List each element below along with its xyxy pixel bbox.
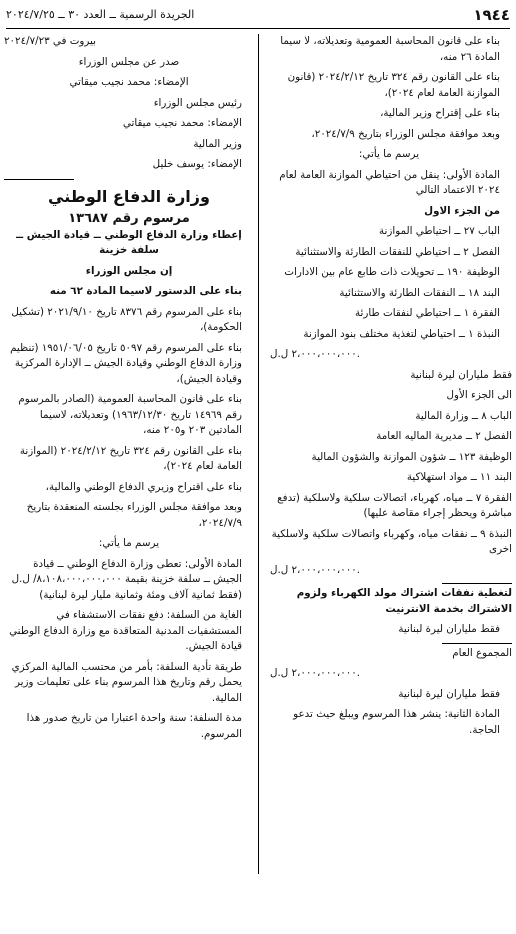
paragraph: بناء على القانون رقم ٣٢٤ تاريخ ٢٠٢٤/٢/١٢ (الموازنة العامة لعام ٢٠٢٤)، bbox=[19, 444, 242, 472]
paragraph: بناء على الدستور لاسيما المادة ٦٢ منه bbox=[49, 285, 242, 297]
left-column bbox=[4, 34, 254, 747]
budget-line: البند ١٨ ــ النفقات الطارئة والاستثنائية bbox=[339, 286, 500, 299]
signature-line: صدر عن مجلس الوزراء bbox=[78, 55, 180, 68]
budget-line: الفصل ٢ ــ احتياطي للنفقات الطارئة والاستثنائية bbox=[295, 245, 500, 258]
amount: ٢،٠٠٠،٠٠٠،٠٠٠ ل.ل. bbox=[270, 348, 361, 360]
paragraph: وبعد موافقة مجلس الوزراء بجلسته المنعقدة بتاريخ ٢٠٢٤/٧/٩، bbox=[26, 501, 242, 529]
page-header bbox=[6, 6, 510, 29]
budget-line: النبذة ١ ــ احتياطي لتغذية مختلف بنود الموازنة bbox=[303, 327, 500, 340]
article-one: المادة الأولى: ينقل من احتياطي الموازنة العامة لعام ٢٠٢٤ الاعتماد التالي bbox=[279, 168, 500, 196]
divider-line bbox=[4, 179, 74, 180]
budget-line: البند ١١ ــ مواد استهلاكية bbox=[406, 471, 512, 483]
advance-duration: مدة السلفة: سنة واحدة اعتبارا من تاريخ صدور هذا المرسوم. bbox=[26, 712, 242, 740]
signature-line: الإمضاء: محمد نجيب ميقاتي bbox=[122, 117, 242, 129]
advance-purpose: الغاية من السلفة: دفع نفقات الاستشفاء في المستشفيات المدنية المتعاقدة مع وزارة الدفاع الوطني قيادة الجيش. bbox=[9, 609, 242, 652]
divider-line bbox=[442, 643, 512, 644]
council-line: إن مجلس الوزراء bbox=[85, 264, 173, 277]
signature-line: الإمضاء: يوسف خليل bbox=[152, 158, 242, 170]
decree-subject: إعطاء وزارة الدفاع الوطني ــ قيادة الجيش ــ سلفة خزينة bbox=[16, 228, 242, 256]
paragraph: بناء على المرسوم رقم ٨٣٧٦ تاريخ ٢٠٢١/٩/١٠ (تشكيل الحكومة)، bbox=[11, 305, 242, 333]
paragraph: بناء على المرسوم رقم ٥٠٩٧ تاريخ ١٩٥١/٠٦/٠٥ (تنظيم وزارة الدفاع الوطني وقيادة الجيش ــ الإدارة المركزية وقيادة الجيش)، bbox=[10, 341, 242, 385]
right-column bbox=[266, 34, 512, 743]
paragraph: وبعد موافقة مجلس الوزراء بتاريخ ٢٠٢٤/٧/٩، bbox=[311, 127, 500, 140]
budget-line: الفصل ٢ ــ مديرية الماليه العامة bbox=[376, 430, 512, 442]
article-one: المادة الأولى: تعطى وزارة الدفاع الوطني ــ قيادة الجيش ــ سلفة خزينة بقيمة ٨،١٠٨،٠٠٠،٠٠٠،٠٠٠/ ل.ل (فقط ثمانية آلاف ومئة وثمانية مليار ليرة لبنانية) bbox=[11, 557, 242, 601]
section-heading: من الجزء الاول bbox=[424, 204, 500, 217]
page-number: ١٩٤٤ bbox=[473, 6, 510, 24]
place-date: بيروت في ٢٠٢٤/٧/٢٣ bbox=[4, 35, 97, 47]
decree-number: مرسوم رقم ١٣٦٨٧ bbox=[68, 210, 190, 226]
budget-line: الى الجزء الأول bbox=[446, 389, 512, 401]
amount-words: فقط ملياران ليرة لبنانية bbox=[398, 623, 500, 635]
signature-line: وزير المالية bbox=[193, 137, 242, 150]
budget-line: الباب ٢٧ ــ احتياطي الموازنة bbox=[379, 225, 500, 237]
total-amount: ٢،٠٠٠،٠٠٠،٠٠٠ ل.ل. bbox=[270, 667, 361, 679]
decree-formula: يرسم ما يأتي: bbox=[98, 537, 160, 549]
ministry-title: وزارة الدفاع الوطني bbox=[48, 186, 210, 206]
decree-formula: يرسم ما يأتي: bbox=[358, 148, 420, 160]
budget-line: الفقرة ١ ــ احتياطي لنفقات طارئة bbox=[355, 307, 500, 319]
budget-line: الباب ٨ ــ وزارة المالية bbox=[415, 409, 512, 422]
gazette-title: الجريدة الرسمية ــ العدد ٣٠ ــ ٢٠٢٤/٧/٢٥ bbox=[6, 8, 195, 21]
advance-payment-method: طريقة تأدية السلفة: بأمر من محتسب المالية المركزي يحمل رقم وتاريخ هذا المرسوم بناء على تعليمات وزير المالية. bbox=[11, 660, 242, 704]
column-divider bbox=[258, 34, 259, 874]
paragraph: بناء على القانون رقم ٣٢٤ تاريخ ٢٠٢٤/٢/١٢ (قانون الموازنة العامة لعام ٢٠٢٤)، bbox=[287, 71, 500, 99]
total-label: المجموع العام bbox=[452, 646, 512, 659]
paragraph: بناء على اقتراح وزيري الدفاع الوطني والمالية، bbox=[45, 480, 242, 493]
amount: ٢،٠٠٠،٠٠٠،٠٠٠ ل.ل. bbox=[270, 563, 361, 576]
amount-words: فقط ملياران ليرة لبنانية bbox=[398, 687, 500, 700]
divider-line bbox=[442, 583, 512, 584]
signature-line: رئيس مجلس الوزراء bbox=[153, 96, 242, 109]
paragraph: بناء على إقتراح وزير المالية، bbox=[380, 107, 500, 119]
paragraph: بناء على قانون المحاسبة العمومية وتعديلاته، لا سيما المادة ٢٦ منه، bbox=[280, 35, 500, 63]
budget-line: النبذة ٩ ــ نفقات مياه، وكهرباء واتصالات سلكية ولاسلكية اخرى bbox=[271, 527, 512, 555]
budget-line: الوظيفة ١٢٣ ــ شؤون الموازنة والشؤون المالية bbox=[311, 450, 512, 463]
budget-line: الفقرة ٧ ــ مياه، كهرباء، اتصالات سلكية ولاسلكية (تدفع مباشرة ويحظر إجراء مقاصة عليها) bbox=[277, 491, 512, 519]
paragraph: بناء على قانون المحاسبة العمومية (الصادر بالمرسوم رقم ١٤٩٦٩ تاريخ ١٩٦٣/١٢/٣٠) وتعديلاته، لاسيما المادتين ٢٠٣ و٢٠٥ منه، bbox=[18, 393, 242, 436]
budget-line: الوظيفة ١٩٠ ــ تحويلات ذات طابع عام بين الادارات bbox=[284, 266, 500, 278]
article-two: المادة الثانية: ينشر هذا المرسوم ويبلغ حيث تدعو الحاجة. bbox=[293, 708, 500, 736]
amount-words: فقط ملياران ليرة لبنانية bbox=[410, 368, 512, 381]
purpose-note: لتغطية نفقات اشتراك مولد الكهرباء ولزوم الاشتراك بخدمة الانترنيت bbox=[296, 587, 512, 615]
signature-line: الإمضاء: محمد نجيب ميقاتي bbox=[69, 76, 189, 88]
